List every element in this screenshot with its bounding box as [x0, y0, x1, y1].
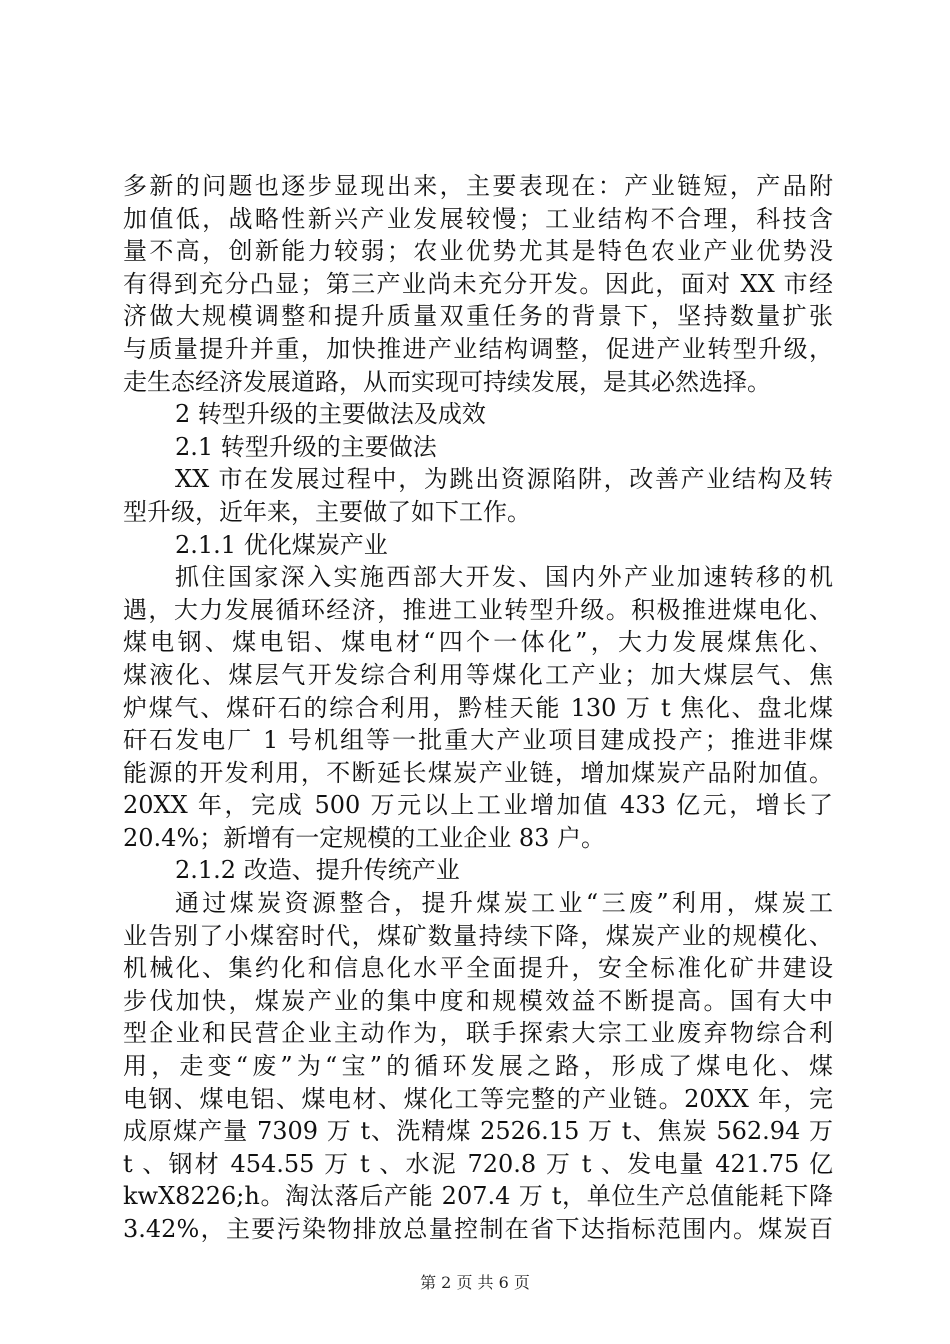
paragraph-line: 电钢、煤电铝、煤电材、煤化工等完整的产业链。20XX 年，完 — [123, 1084, 833, 1113]
paragraph-line: 矸石发电厂 1 号机组等一批重大产业项目建成投产；推进非煤 — [123, 726, 833, 755]
paragraph-line: 机械化、集约化和信息化水平全面提升，安全标准化矿井建设 — [123, 954, 833, 983]
page-footer: 第 2 页 共 6 页 — [420, 1273, 530, 1292]
paragraph-line: 用，走变“废”为“宝”的循环发展之路，形成了煤电化、煤 — [123, 1052, 833, 1081]
paragraph-line: t 、钢材 454.55 万 t 、水泥 720.8 万 t 、发电量 421.75 亿 — [123, 1149, 833, 1178]
section-heading: 2 转型升级的主要做法及成效 — [175, 400, 486, 429]
paragraph-line: 3.42%，主要污染物排放总量控制在省下达指标范围内。煤炭百 — [123, 1215, 833, 1243]
paragraph-line: 煤电钢、煤电铝、煤电材“四个一体化”，大力发展煤焦化、 — [123, 628, 833, 657]
paragraph-line: 遇，大力发展循环经济，推进工业转型升级。积极推进煤电化、 — [123, 595, 833, 624]
paragraph-line: 与质量提升并重，加快推进产业结构调整，促进产业转型升级， — [123, 334, 833, 363]
paragraph-line: 走生态经济发展道路，从而实现可持续发展，是其必然选择。 — [123, 367, 771, 396]
paragraph-line: 能源的开发利用，不断延长煤炭产业链，增加煤炭产品附加值。 — [123, 758, 833, 787]
paragraph-line: 通过煤炭资源整合，提升煤炭工业“三废”利用，煤炭工 — [175, 889, 833, 918]
paragraph-line: 成原煤产量 7309 万 t、洗精煤 2526.15 万 t、焦炭 562.94 万 — [123, 1117, 833, 1146]
paragraph-line: 20XX 年，完成 500 万元以上工业增加值 433 亿元，增长了 — [123, 791, 833, 820]
paragraph-line: XX 市在发展过程中，为跳出资源陷阱，改善产业结构及转 — [175, 465, 833, 494]
document-body — [123, 170, 833, 1246]
section-heading: 2.1.1 优化煤炭产业 — [175, 530, 388, 559]
paragraph-line: 抓住国家深入实施西部大开发、国内外产业加速转移的机 — [175, 563, 833, 592]
section-heading: 2.1 转型升级的主要做法 — [175, 432, 437, 461]
paragraph-line: 煤液化、煤层气开发综合利用等煤化工产业；加大煤层气、焦 — [123, 660, 833, 689]
paragraph-line: 步伐加快，煤炭产业的集中度和规模效益不断提高。国有大中 — [123, 986, 833, 1015]
paragraph-line: 济做大规模调整和提升质量双重任务的背景下，坚持数量扩张 — [123, 302, 833, 331]
paragraph-line: 20.4%；新增有一定规模的工业企业 83 户。 — [123, 823, 606, 852]
paragraph-line: 型升级，近年来，主要做了如下工作。 — [123, 497, 531, 526]
paragraph-line: 量不高，创新能力较弱；农业优势尤其是特色农业产业优势没 — [123, 237, 833, 266]
paragraph-line: kwX8226;h。淘汰落后产能 207.4 万 t，单位生产总值能耗下降 — [123, 1182, 833, 1211]
section-heading: 2.1.2 改造、提升传统产业 — [175, 856, 460, 885]
paragraph-line: 加值低，战略性新兴产业发展较慢；工业结构不合理，科技含 — [123, 204, 833, 233]
paragraph-line: 业告别了小煤窑时代，煤矿数量持续下降，煤炭产业的规模化、 — [123, 921, 833, 950]
paragraph-line: 型企业和民营企业主动作为，联手探索大宗工业废弃物综合利 — [123, 1019, 833, 1048]
paragraph-line: 炉煤气、煤矸石的综合利用，黔桂天能 130 万 t 焦化、盘北煤 — [123, 693, 833, 722]
paragraph-line: 有得到充分凸显；第三产业尚未充分开发。因此，面对 XX 市经 — [123, 269, 833, 298]
paragraph-line: 多新的问题也逐步显现出来，主要表现在：产业链短，产品附 — [123, 172, 833, 200]
